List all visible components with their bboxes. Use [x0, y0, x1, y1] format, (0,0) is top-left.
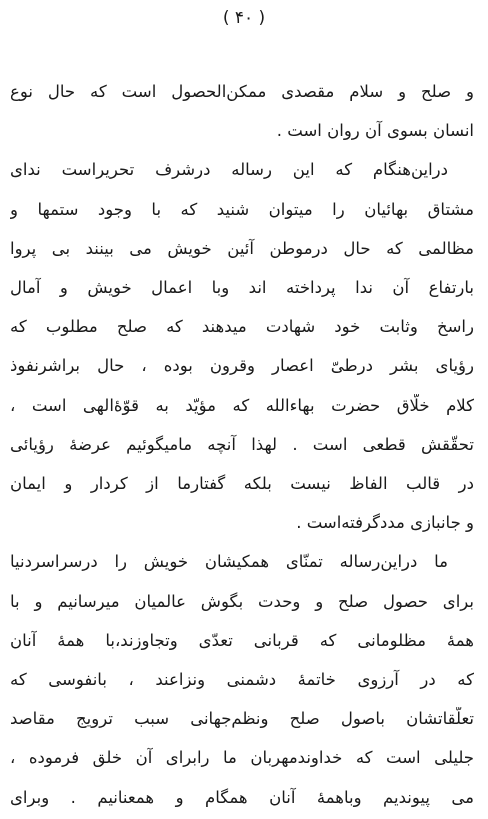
text-line: دراین‌هنگام که این رساله درشرف تحریراست ندای [10, 160, 448, 179]
text-line: مظالمی که حال درموطن آئین خویش می بینند بی پروا [10, 239, 474, 258]
text-line: تحقّقش قطعی است . لهذا آنچه مامیگوئیم عرضهٔ رؤیائی [10, 435, 474, 454]
text-line: جلیلی است که خداوندمهربان ما رابرای آن خلق فرموده ، [10, 748, 474, 767]
text-line: بارتفاع آن ندا پرداخته اند وبا اعمال خویش و آمال [10, 278, 474, 297]
text-line: کلام خلّاق حضرت بهاءالله که مؤیّد به قوّهٔ‌الهی است ، [10, 396, 474, 415]
text-line: تعلّقاتشان باصول صلح ونظم‌جهانی سبب ترویج مقاصد [10, 709, 474, 728]
text-line: انسان بسوی آن روان است . [276, 121, 474, 140]
text-line: رؤیای بشر درطیّ اعصار وقرون بوده ، حال براشرنفوذ [10, 356, 474, 375]
text-line: راسخ وثابت خود شهادت میدهند که صلح مطلوب که [10, 317, 474, 336]
text-line: مشتاق بهائیان را میتوان شنید که با وجود ستمها و [10, 200, 474, 219]
text-line: ما دراین‌رساله تمنّای همکیشان خویش را درسراسردنیا [10, 552, 448, 571]
text-line: می پیوندیم وباهمهٔ آنان همگام و همعنانیم . وبرای [10, 788, 474, 807]
text-line: همهٔ مظلومانی که قربانی تعدّی وتجاوزند،با همهٔ آنان [10, 631, 474, 650]
text-line: که در آرزوی خاتمهٔ دشمنی ونزاعند ، بانفوسی که [10, 670, 474, 689]
page-number: ( ۴۰ ) [222, 8, 266, 28]
text-line: برای حصول صلح و وحدت بگوش عالمیان میرسانیم و با [10, 592, 474, 611]
text-line: و صلح و سلام مقصدی ممکن‌الحصول است که حال نوع [10, 82, 474, 101]
text-line: و جانبازی مددگرفته‌است . [296, 513, 474, 532]
text-line: در قالب الفاظ نیست بلکه گفتارما از کردار و ایمان [10, 474, 474, 493]
